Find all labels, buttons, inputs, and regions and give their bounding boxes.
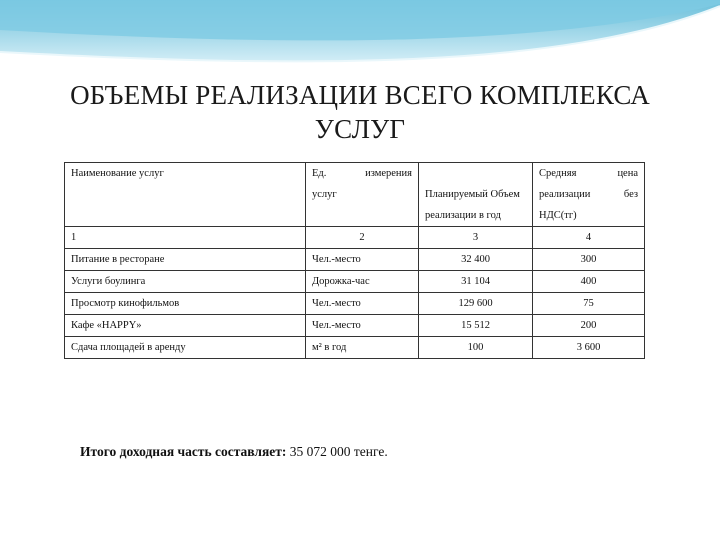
service-name: Услуги боулинга	[65, 271, 306, 293]
service-name: Сдача площадей в аренду	[65, 337, 306, 359]
service-price: 400	[533, 271, 645, 293]
service-unit: м² в год	[306, 337, 419, 359]
service-price: 75	[533, 293, 645, 315]
header-wave-decoration	[0, 0, 720, 80]
column-number: 4	[533, 227, 645, 249]
table-row	[65, 271, 645, 293]
column-number: 2	[306, 227, 419, 249]
service-price: 300	[533, 249, 645, 271]
service-price: 3 600	[533, 337, 645, 359]
table-row	[65, 249, 645, 271]
service-unit: Чел.-место	[306, 315, 419, 337]
service-volume: 129 600	[419, 293, 533, 315]
header-service-name: Наименование услуг	[65, 163, 306, 227]
title-line-1: ОБЪЕМЫ РЕАЛИЗАЦИИ ВСЕГО КОМПЛЕКСА	[70, 80, 650, 110]
total-income-line	[80, 444, 388, 460]
slide-title	[20, 78, 700, 146]
table-row	[65, 337, 645, 359]
table-header-row	[65, 163, 645, 227]
header-price: Средняя цена реализации без НДС(тг)	[533, 163, 645, 227]
service-unit: Чел.-место	[306, 249, 419, 271]
column-number-row	[65, 227, 645, 249]
header-volume: Планируемый Объем реализации в год	[419, 163, 533, 227]
service-volume: 31 104	[419, 271, 533, 293]
total-value: 35 072 000 тенге.	[289, 444, 388, 459]
header-unit: Ед. измерения услуг	[306, 163, 419, 227]
service-name: Кафе «HAPPY»	[65, 315, 306, 337]
services-table	[64, 162, 645, 359]
table-row	[65, 315, 645, 337]
column-number: 3	[419, 227, 533, 249]
service-volume: 15 512	[419, 315, 533, 337]
service-volume: 32 400	[419, 249, 533, 271]
service-unit: Дорожка-час	[306, 271, 419, 293]
service-unit: Чел.-место	[306, 293, 419, 315]
column-number: 1	[65, 227, 306, 249]
title-line-2: УСЛУГ	[314, 114, 406, 144]
service-name: Питание в ресторане	[65, 249, 306, 271]
service-name: Просмотр кинофильмов	[65, 293, 306, 315]
service-price: 200	[533, 315, 645, 337]
service-volume: 100	[419, 337, 533, 359]
total-label: Итого доходная часть составляет:	[80, 444, 287, 459]
table-row	[65, 293, 645, 315]
